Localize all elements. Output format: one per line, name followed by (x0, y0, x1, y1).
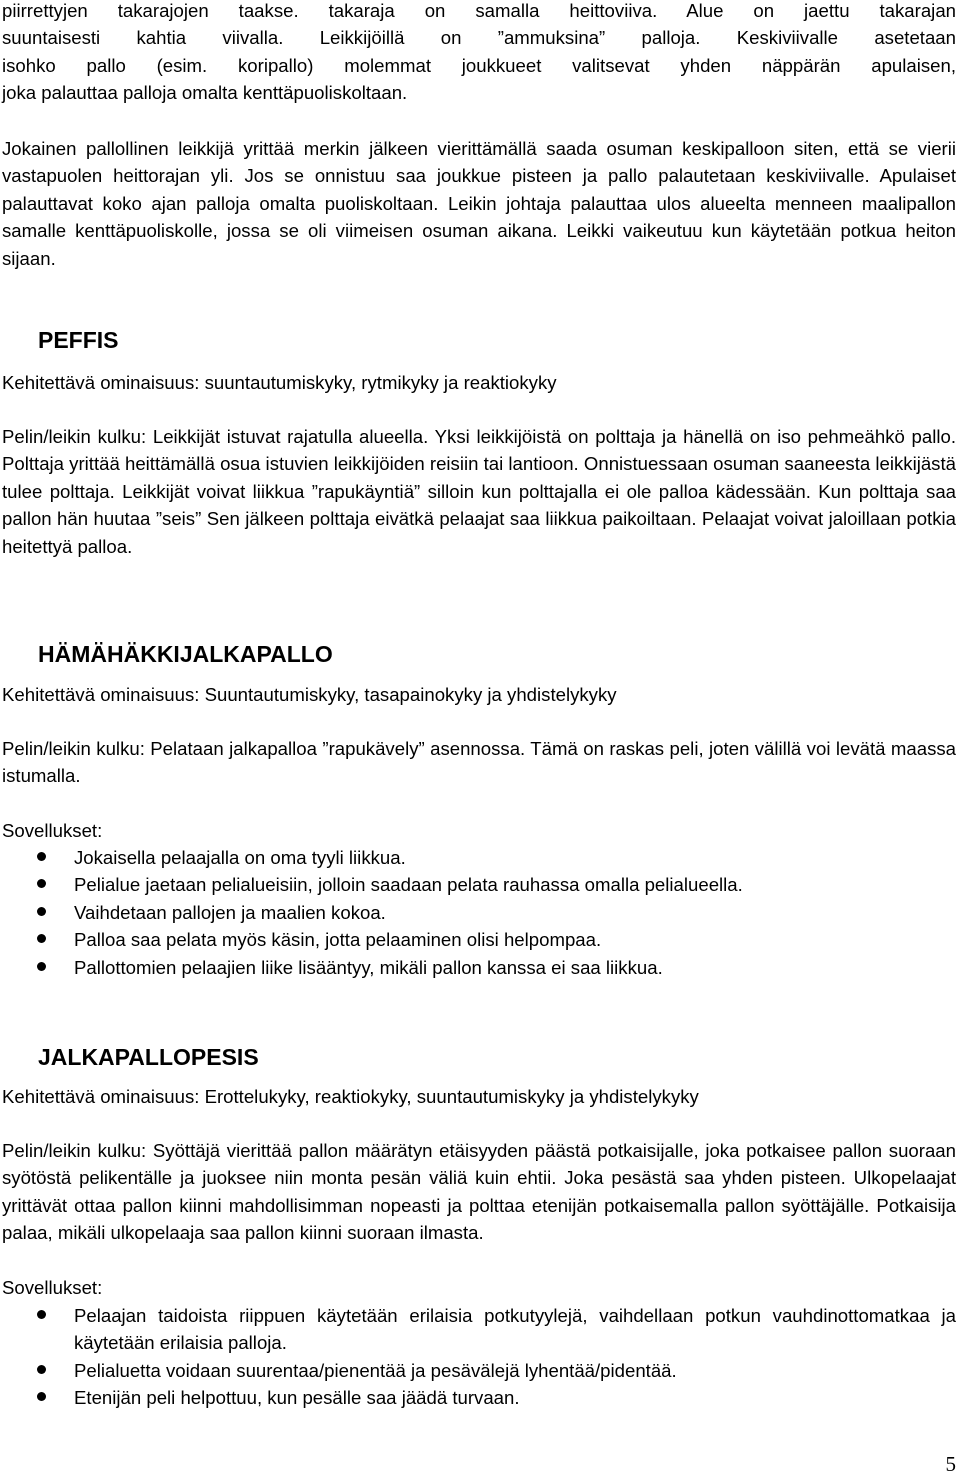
section-skills: Kehitettävä ominaisuus: suuntautumiskyky, rytmikyky ja reaktiokyky (2, 372, 557, 393)
section-flow: Pelin/leikin kulku: Syöttäjä vierittää pallon määrätyn etäisyyden päästä potkaisijalle, joka potkaisee pallon suoraan syötöstä pelikentälle ja juoksee niin monta pesän väliä kuin ehtii. Joka pesästä saa yhden pisteen. Ulkopelaajat yrittävät ottaa pallon kiinni mahdollisimman nopeasti ja polttaa etenijän potkaisemalla pallon syöttäjälle. Potkaisija palaa, mikäli ulkopelaaja saa pallon kiinni suoraan ilmasta. (2, 1140, 956, 1244)
page-number: 5 (945, 1452, 956, 1476)
bullet-icon (37, 934, 46, 943)
list-item: Pelialuetta voidaan suurentaa/pienentää ja pesävälejä lyhentää/pidentää. (0, 1357, 960, 1384)
bullet-icon (37, 852, 46, 861)
list-item: Jokaisella pelaajalla on oma tyyli liikkua. (0, 844, 960, 871)
applications-label: Sovellukset: (2, 820, 103, 841)
section-heading-peffis: PEFFIS (38, 327, 119, 353)
intro-paragraph-2: Jokainen pallollinen leikkijä yrittää merkin jälkeen vierittämällä saada osuman keskipalloon siten, että se vierii vastapuolen heittorajan yli. Jos se onnistuu saa joukkue pisteen ja pallo palautetaan keskiviivalle. Apulaiset palauttavat koko ajan palloja omalta puoliskoltaan. Leikin johtaja palauttaa ulos alueelta menneen maalipallon samalle kenttäpuoliskolle, jossa se oli viimeisen osuman aikana. Leikki vaikeutuu kun käytetään potkua heiton sijaan. (2, 138, 956, 269)
section-flow: Pelin/leikin kulku: Leikkijät istuvat rajatulla alueella. Yksi leikkijöistä on polttaja ja hänellä on iso pehmeähkö pallo. Polttaja yrittää heittämällä osua istuvien leikkijöiden reisiin tai lantioon. Onnistuessaan osuman saaneesta leikkijästä tulee polttaja. Leikkijät voivat liikkua ”rapukäyntiä” silloin kun polttajalla ei ole palloa kädessään. Kun polttaja saa pallon hän huutaa ”seis” Sen jälkeen polttaja eivätkä pelaajat saa liikkua paikoiltaan. Pelaajat voivat jaloillaan potkia heitettyä palloa. (2, 426, 956, 557)
bullet-icon (37, 1365, 46, 1374)
list-item: Pallottomien pelaajien liike lisääntyy, mikäli pallon kanssa ei saa liikkua. (0, 954, 960, 981)
bullet-icon (37, 962, 46, 971)
section-heading-jalkapallopesis: JALKAPALLOPESIS (38, 1044, 259, 1070)
list-item: Pelialue jaetaan pelialueisiin, jolloin saadaan pelata rauhassa omalla pelialueella. (0, 871, 960, 898)
bullet-icon (37, 1310, 46, 1319)
applications-list (0, 1302, 960, 1412)
intro-line: suuntaisesti kahtia viivalla. Leikkijöillä on ”ammuksina” palloja. Keskiviivalle asetetaan (2, 27, 956, 49)
applications-label: Sovellukset: (2, 1277, 103, 1298)
bullet-icon (37, 907, 46, 916)
list-item: Etenijän peli helpottuu, kun pesälle saa jäädä turvaan. (0, 1384, 960, 1411)
applications-list (0, 844, 960, 981)
bullet-icon (37, 879, 46, 888)
section-heading-hamahakkijalkapallo: HÄMÄHÄKKIJALKAPALLO (38, 641, 333, 667)
intro-line: joka palauttaa palloja omalta kenttäpuoliskoltaan. (2, 82, 408, 104)
list-item: Pelaajan taidoista riippuen käytetään erilaisia potkutyylejä, vaihdellaan potkun vauhdinottomatkaa ja käytetään erilaisia palloja. (0, 1302, 960, 1357)
section-flow: Pelin/leikin kulku: Pelataan jalkapalloa ”rapukävely” asennossa. Tämä on raskas peli, joten välillä voi levätä maassa istumalla. (2, 738, 956, 787)
list-item: Vaihdetaan pallojen ja maalien kokoa. (0, 899, 960, 926)
intro-line: isohko pallo (esim. koripallo) molemmat joukkueet valitsevat yhden näppärän apulaisen, (2, 54, 956, 76)
intro-paragraph (2, 0, 956, 107)
section-skills: Kehitettävä ominaisuus: Suuntautumiskyky, tasapainokyky ja yhdistelykyky (2, 684, 617, 705)
bullet-icon (37, 1392, 46, 1401)
list-item: Palloa saa pelata myös käsin, jotta pelaaminen olisi helpompaa. (0, 926, 960, 953)
intro-line: piirrettyjen takarajojen taakse. takaraja on samalla heittoviiva. Alue on jaettu takarajan (2, 0, 956, 21)
section-skills: Kehitettävä ominaisuus: Erottelukyky, reaktiokyky, suuntautumiskyky ja yhdistelykyky (2, 1086, 699, 1107)
